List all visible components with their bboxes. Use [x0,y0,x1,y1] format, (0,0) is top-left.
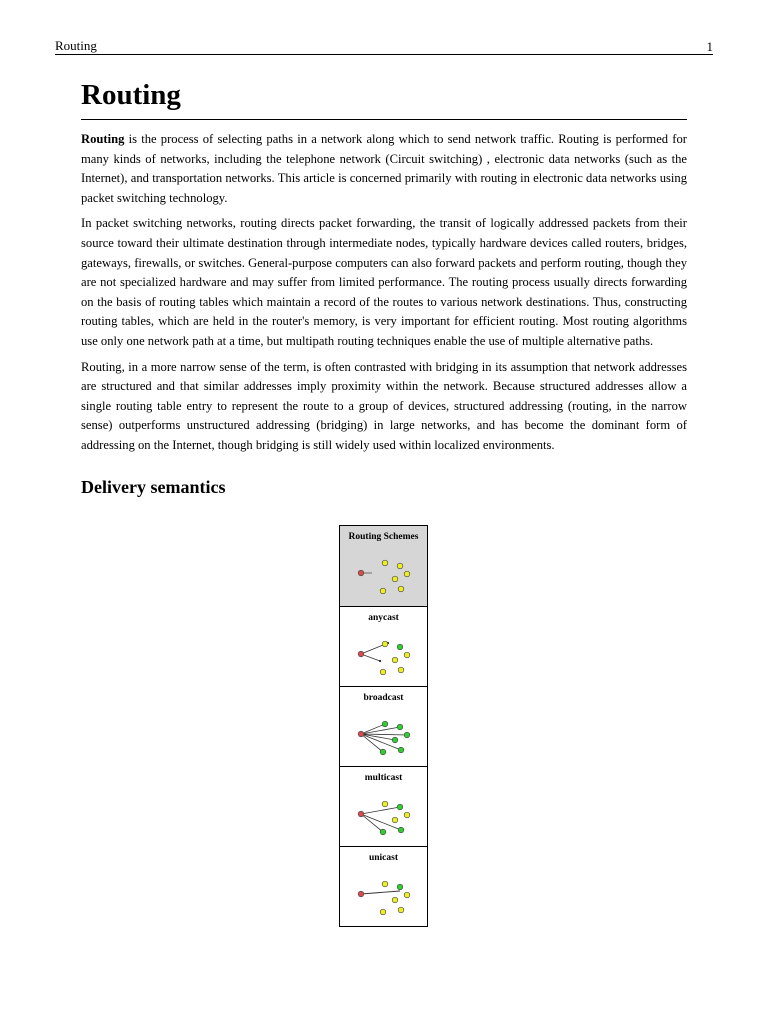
scheme-cell-anycast [340,606,427,686]
reached-node [397,804,403,810]
article-body [81,130,687,456]
reached-node [404,732,410,738]
reached-node [398,827,404,833]
reached-node [397,724,403,730]
arrow-tip [379,660,381,662]
routing-schemes-diagram [352,550,416,600]
node [380,588,386,594]
source-node [358,731,364,737]
node [404,892,410,898]
running-header [55,37,713,55]
scheme-label: anycast [368,613,399,623]
node [392,657,398,663]
route-line [361,727,400,734]
body-paragraph: In packet switching networks, routing directs packet forwarding, the transit of logically addressed packets from their source toward their ultimate destination through intermediate nodes, typically hardware devices called routers, bridges, gateways, firewalls, or switches. General-purpose computers can also forward packets and perform routing, though they are not specialized hardware and may suffer from limited performance. The routing process usually directs forwarding on the basis of routing tables which maintain a record of the routes to various network destinations. Thus, constructing routing tables, which are held in the router's memory, is very important for efficient routing. Most routing algorithms use only one network path at a time, but multipath routing techniques enable the use of multiple alternative paths. [81,216,687,348]
scheme-cell-multicast [340,766,427,846]
intro-text: is the process of selecting paths in a network along which to send network traffic. Routing is performed for many kinds of networks, including the telephone network (Circuit switching) , electronic data networks (such as the Internet), and transportation networks. This article is concerned primarily with routing in electronic data networks using packet switching technology. [81,132,687,205]
broadcast-diagram [352,711,416,761]
running-header-title: Routing [55,38,97,53]
source-node [358,811,364,817]
reached-node [397,884,403,890]
node [398,586,404,592]
scheme-label: multicast [364,773,403,783]
route-line [361,814,383,832]
reached-node [380,829,386,835]
unicast-diagram [352,871,416,921]
source-node [358,891,364,897]
scheme-label: unicast [368,853,399,863]
route-line [361,734,383,752]
body-paragraph: Routing, in a more narrow sense of the term, is often contrasted with bridging in its assumption that network addresses are structured and that similar addresses imply proximity within the network. Because structured addresses allow a single routing table entry to represent the route to a group of devices, structured addressing (routing, in the narrow sense) outperforms unstructured addressing (bridging) in large networks, and has become the dominant form of addressing on the Internet, though bridging is still widely used within localized environments. [81,359,687,452]
section-title-delivery-semantics: Delivery semantics [81,476,226,497]
node [398,907,404,913]
anycast-diagram [352,631,416,681]
node [398,667,404,673]
scheme-cell-unicast [340,846,427,926]
page-title: Routing [81,78,687,120]
scheme-label: Routing Schemes [348,532,419,542]
node [404,652,410,658]
node [392,817,398,823]
route-line [361,891,400,894]
page-number: 1 [706,39,713,54]
node [380,669,386,675]
scheme-cell-header [340,526,427,606]
node [380,909,386,915]
reached-node [382,721,388,727]
multicast-diagram [352,791,416,841]
node [404,571,410,577]
source-node [358,570,364,576]
node [382,801,388,807]
article-content [81,78,687,498]
node [382,560,388,566]
source-node [358,651,364,657]
reached-node [398,747,404,753]
node [392,897,398,903]
intro-paragraph [81,130,687,208]
node [404,812,410,818]
node [392,576,398,582]
intro-term: Routing [81,132,125,146]
node [397,563,403,569]
routing-schemes-table [339,525,428,927]
node [382,641,388,647]
reached-node [397,644,403,650]
node [382,881,388,887]
reached-node [392,737,398,743]
route-line [361,807,400,814]
reached-node [380,749,386,755]
scheme-label: broadcast [363,693,404,703]
route-line [361,724,385,734]
scheme-cell-broadcast [340,686,427,766]
